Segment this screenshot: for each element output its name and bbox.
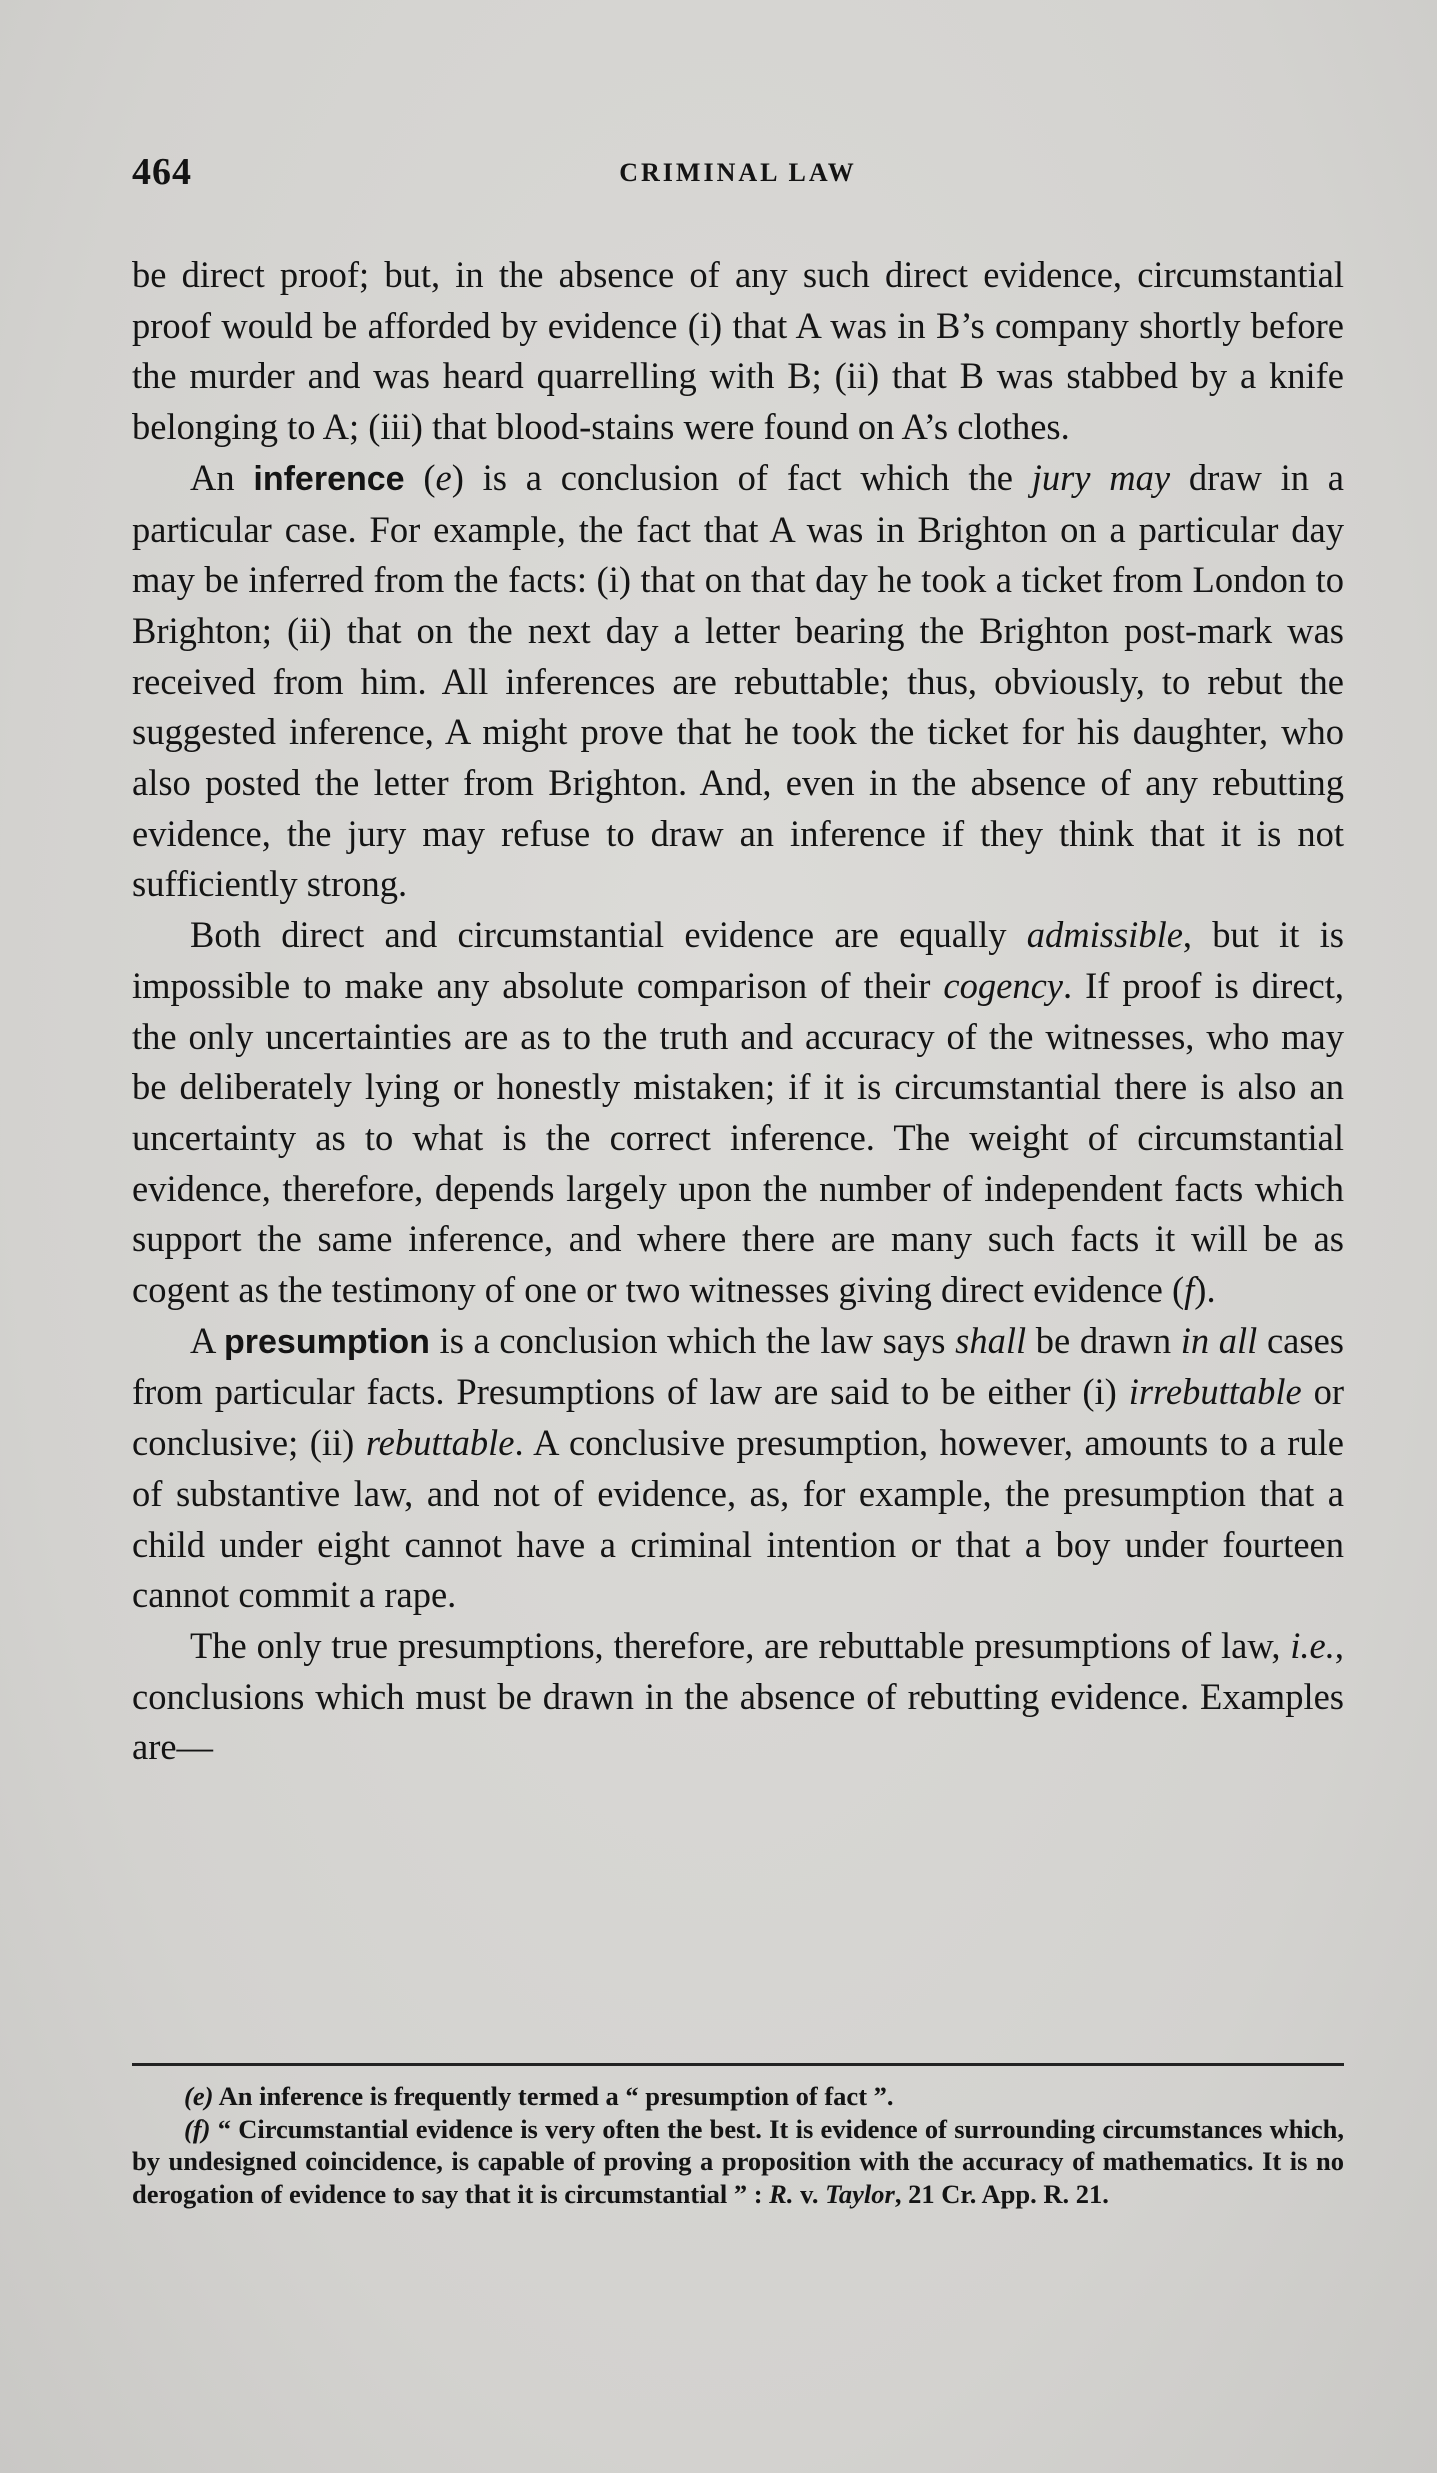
term-presumption: presumption [224, 1322, 430, 1361]
paragraph-true-presumptions: The only true presumptions, therefore, are rebuttable presumptions of law, i.e., conclusions which must be drawn in the absence of rebutting evidence. Examples are— [132, 1624, 1344, 1768]
page-header [132, 150, 1344, 198]
footnote-ref-e: e [435, 456, 452, 498]
footnote-ref-f: f [1184, 1269, 1195, 1311]
paragraph-evidence-comparison: Both direct and circumstantial evidence are equally admissible, but it is impossible to make any absolute comparison of their cogency. If proof is direct, the only uncertainties are as to the truth and accuracy of the witnesses, who may be deliberately lying or honestly mistaken; if it is circumstantial there is also an uncertainty as to what is the correct inference. The weight of circumstantial evidence, therefore, depends largely upon the number of independent facts which support the same inference, and where there are many such facts it will be as cogent as the testimony of one or two witnesses giving direct evidence (f). [132, 914, 1344, 1311]
footnote-divider [132, 2063, 1344, 2066]
paragraph-direct-proof: be direct proof; but, in the absence of any such direct evidence, circumstantial proof would be afforded by evidence (i) that A was in B’s company shortly before the murder and was heard quarrelling with B; (ii) that B was stabbed by a knife belonging to A; (iii) that blood-stains were found on A’s clothes. [132, 254, 1344, 448]
footnote-mark-e: (e) [184, 2081, 214, 2111]
term-inference: inference [253, 459, 405, 498]
footnote-e: (e) An inference is frequently termed a “ presumption of fact ”. [184, 2081, 894, 2111]
footnote-f: (f) “ Circumstantial evidence is very often the best. It is evidence of surrounding circumstances which, by undesigned coincidence, is capable of proving a proposition with the accuracy of mathematics. It is no derogation of evidence to say that it is circumstantial ” : R. v. Taylor, 21 Cr. App. R. 21. [132, 2113, 1344, 2209]
body-text [132, 250, 1344, 1773]
footnotes [132, 2080, 1344, 2210]
paragraph-inference: An inference (e) is a conclusion of fact which the jury may draw in a particular case. For example, the fact that A was in Brighton on a particular day may be inferred from the facts: (i) that on that day he took a ticket from London to Brighton; (ii) that on the next day a letter bearing the Brighton post-mark was received from him. All inferences are rebuttable; thus, obviously, to rebut the suggested inference, A might prove that he took the ticket for his daughter, who also posted the letter from Brighton. And, even in the absence of any rebutting evidence, the jury may refuse to draw an inference if they think that it is not sufficiently strong. [132, 456, 1344, 905]
running-head: CRIMINAL LAW [619, 158, 857, 187]
page-number: 464 [132, 151, 192, 193]
footnote-mark-f: (f) [184, 2113, 211, 2144]
paragraph-presumption: A presumption is a conclusion which the law says shall be drawn in all cases from particular facts. Presumptions of law are said to be either (i) irrebuttable or conclusive; (ii) rebuttable. A conclusive presumption, however, amounts to a rule of substantive law, and not of evidence, as, for example, the presumption that a child under eight cannot have a criminal intention or that a boy under fourteen cannot commit a rape. [132, 1319, 1344, 1616]
